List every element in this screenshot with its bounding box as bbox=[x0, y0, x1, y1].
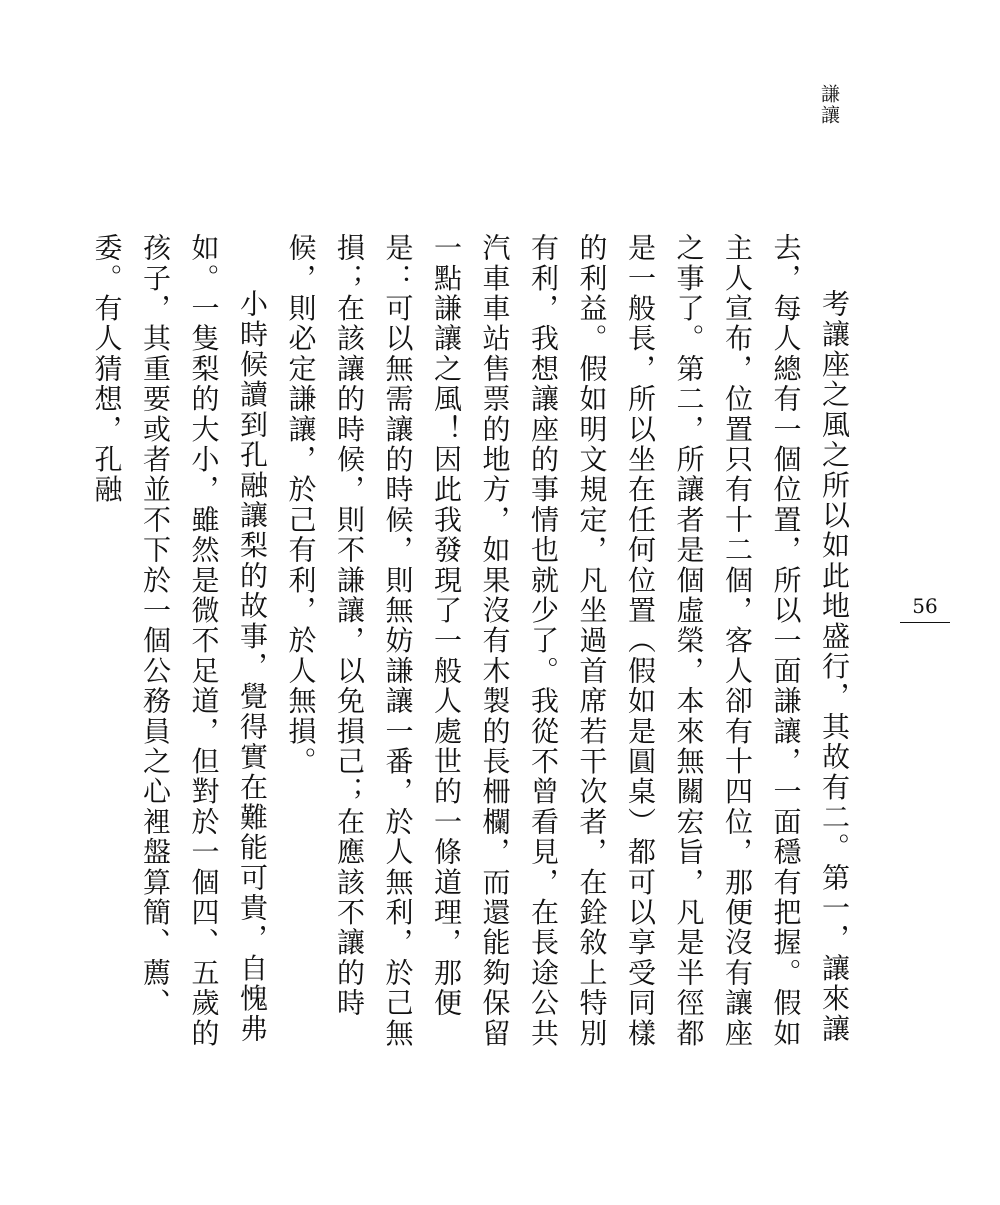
paragraph: 小時候讀到孔融讓梨的故事，覺得實在難能可貴，自愧弗如。一隻梨的大小，雖然是微不足道，但對於一個四、五歲的孩子，其重要或者並不下於一個公務員之心裡盤算簡、薦、委。有人猜想，孔融 bbox=[90, 233, 269, 1049]
page-number-rule bbox=[900, 622, 950, 623]
running-header: 謙讓 bbox=[818, 84, 840, 126]
body-text bbox=[82, 233, 858, 1073]
page-number: 56 bbox=[912, 594, 938, 618]
paragraph: 考讓座之風之所以如此地盛行，其故有二。第一，讓來讓去，每人總有一個位置，所以一面謙讓，一面穩有把握。假如主人宣布，位置只有十二個，客人卻有十四位，那便沒有讓座之事了。第二，所讓者是個虛榮，本來無關宏旨，凡是半徑都是一般長，所以坐在任何位置（假如是圓桌）都可以享受同樣的利益。假如明文規定，凡坐過首席若干次者，在銓敘上特別有利，我想讓座的事情也就少了。我從不曾看見，在長途公共汽車車站售票的地方，如果沒有木製的長柵欄，而還能夠保留一點謙讓之風！因此我發現了一般人處世的一條道理，那便是：可以無需讓的時候，則無妨謙讓一番，於人無利，於己無損；在該讓的時候，則不謙讓，以免損己；在應該不讓的時候，則必定謙讓，於己有利，於人無損。 bbox=[284, 233, 851, 1049]
